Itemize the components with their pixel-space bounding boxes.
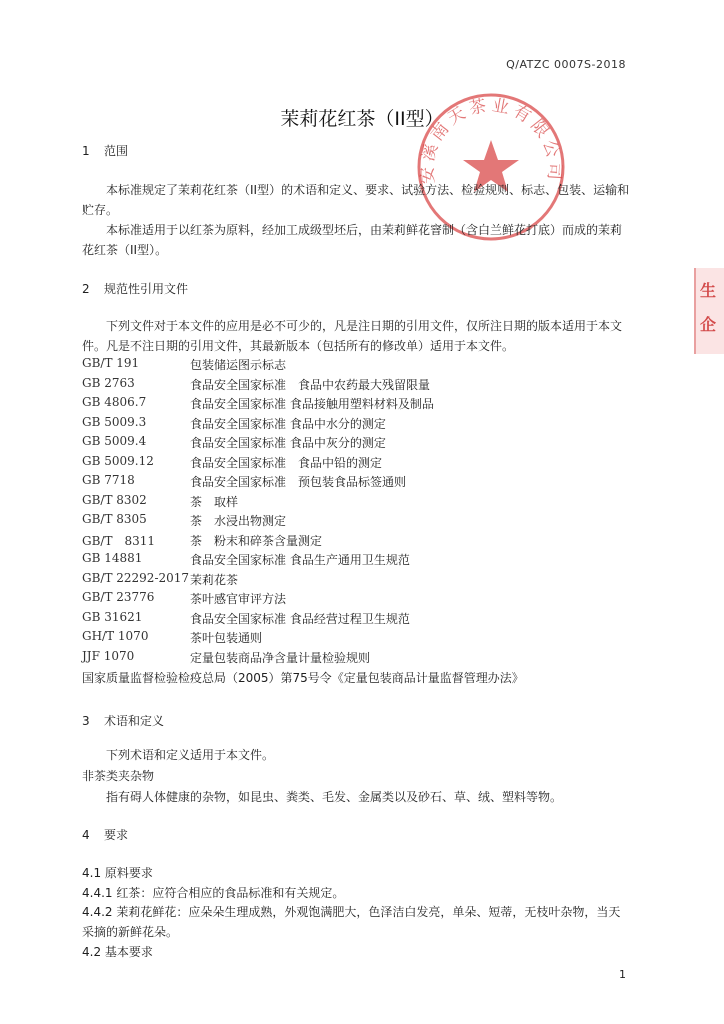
section-number: 3 <box>82 714 90 728</box>
section-title: 规范性引用文件 <box>104 282 189 296</box>
paragraph: 下列文件对于本文件的应用是必不可少的，凡是注日期的引用文件，仅所注日期的版本适用于本文件。凡是不注日期的引用文件，其最新版本（包括所有的修改单）适用于本文件。 <box>82 319 623 353</box>
reference-title: 食品安全国家标准 食品中水分的测定 <box>190 417 386 431</box>
section-number: 1 <box>82 144 90 158</box>
section-title: 要求 <box>104 828 129 842</box>
reference-code: GB 5009.4 <box>82 434 147 448</box>
side-seal-fragment <box>694 268 724 354</box>
section-number: 4 <box>82 828 90 842</box>
reference-title: 茶 水浸出物测定 <box>190 514 287 528</box>
reference-code: GB/T 8302 <box>82 493 147 507</box>
section-2-heading <box>82 280 188 297</box>
section-3-heading <box>82 712 164 729</box>
reference-code: GB 14881 <box>82 551 143 565</box>
document-title: 茉莉花红茶（II型） <box>280 108 444 130</box>
reference-title: 食品安全国家标准 食品中灰分的测定 <box>190 436 386 450</box>
reference-title: 食品安全国家标准 食品经营过程卫生规范 <box>190 612 410 626</box>
reference-code: GB 2763 <box>82 376 135 390</box>
side-seal-char: 生 <box>700 281 717 300</box>
reference-title: 包装储运图示标志 <box>190 358 287 372</box>
subsection-heading: 4.2 基本要求 <box>82 945 153 959</box>
reference-title: 食品安全国家标准 预包装食品标签通则 <box>190 475 407 489</box>
reference-title: 茶 取样 <box>190 495 239 509</box>
reference-code: GB/T 8305 <box>82 512 147 526</box>
section-title: 术语和定义 <box>104 714 165 728</box>
side-seal-char: 企 <box>700 315 717 334</box>
reference-code: GB/T 22292-2017 <box>82 571 190 585</box>
reference-code: GB 31621 <box>82 610 143 624</box>
subsection-heading: 4.1 原料要求 <box>82 866 153 880</box>
reference-code: GB/T 23776 <box>82 590 155 604</box>
reference-code: GH/T 1070 <box>82 629 149 643</box>
page-number: 1 <box>619 968 626 981</box>
reference-title: 食品安全国家标准 食品中农药最大残留限量 <box>190 378 431 392</box>
reference-title: 茶叶感官审评方法 <box>190 592 287 606</box>
reference-code: GB/T 8311 <box>82 534 155 548</box>
section-title: 范围 <box>104 144 129 158</box>
section-number: 2 <box>82 282 90 296</box>
reference-title: 食品安全国家标准 食品中铅的测定 <box>190 456 383 470</box>
reference-code: GB 5009.3 <box>82 415 147 429</box>
term-definition: 指有碍人体健康的杂物，如昆虫、粪类、毛发、金属类以及砂石、草、绒、塑料等物。 <box>106 790 563 804</box>
section-4-heading <box>82 826 128 843</box>
reference-code: GB 4806.7 <box>82 395 147 409</box>
paragraph: 本标准适用于以红茶为原料，经加工成级型坯后，由茉莉鲜花窨制（含白兰鲜花打底）而成的茉莉花红茶（II型）。 <box>82 223 623 257</box>
reference-title: 茉莉花茶 <box>190 573 239 587</box>
reference-title: 定量包装商品净含量计量检验规则 <box>190 651 371 665</box>
paragraph: 本标准规定了茉莉花红茶（II型）的术语和定义、要求、试验方法、检验规则、标志、包装、运输和贮存。 <box>82 183 630 217</box>
reference-code: GB 5009.12 <box>82 454 154 468</box>
reference-code: GB 7718 <box>82 473 135 487</box>
section-1-heading <box>82 142 128 159</box>
paragraph: 4.4.2 茉莉花鲜花：应朵朵生理成熟，外观饱满肥大，色泽洁白发亮，单朵、短蒂，无枝叶杂物，当天采摘的新鲜花朵。 <box>82 905 621 939</box>
reference-extra: 国家质量监督检验检疫总局（2005）第75号令《定量包装商品计量监督管理办法》 <box>82 671 524 685</box>
term-name: 非茶类夹杂物 <box>82 769 155 783</box>
svg-text:安溪南天茶业有限公司: 安溪南天茶业有限公司 <box>417 95 565 185</box>
reference-code: JJF 1070 <box>82 649 135 663</box>
paragraph: 下列术语和定义适用于本文件。 <box>106 748 275 762</box>
reference-title: 食品安全国家标准 食品生产通用卫生规范 <box>190 553 410 567</box>
reference-title: 食品安全国家标准 食品接触用塑料材料及制品 <box>190 397 434 411</box>
document-code: Q/ATZC 0007S-2018 <box>506 58 626 71</box>
reference-title: 茶 粉末和碎茶含量测定 <box>190 534 323 548</box>
paragraph: 4.4.1 红茶：应符合相应的食品标准和有关规定。 <box>82 886 345 900</box>
reference-code: GB/T 191 <box>82 356 140 370</box>
reference-title: 茶叶包装通则 <box>190 631 263 645</box>
